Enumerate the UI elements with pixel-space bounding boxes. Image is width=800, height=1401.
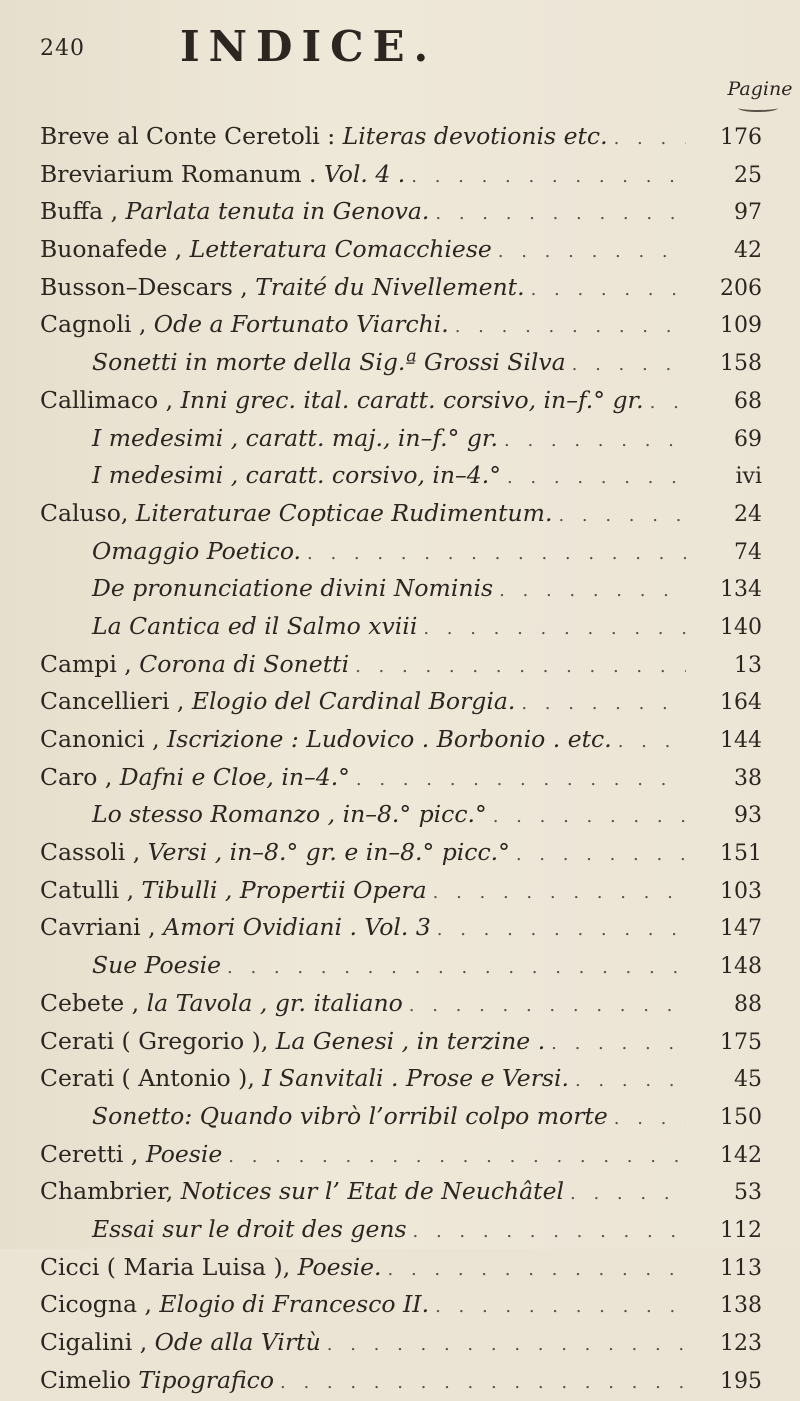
entry-text — [40, 1060, 569, 1098]
entry-text — [40, 1362, 274, 1400]
entry-title: Elogio del Cardinal Borgia. — [191, 687, 516, 716]
entry-text — [92, 608, 417, 646]
entry-title: Ode a Fortunato Viarchi. — [153, 310, 449, 339]
entry-text — [40, 985, 403, 1023]
index-entry — [40, 231, 762, 269]
entry-page-number: 158 — [720, 351, 762, 377]
index-entry — [40, 420, 762, 458]
entry-title: Letteratura Comacchiese — [189, 235, 492, 264]
entry-text — [40, 646, 349, 684]
dot-leader — [435, 1288, 686, 1326]
dot-leader — [575, 1062, 686, 1100]
index-entry — [40, 1286, 762, 1324]
entry-author: Canonici , — [40, 725, 168, 753]
dot-leader — [504, 422, 686, 460]
dot-leader — [433, 874, 686, 912]
entry-page-number: 206 — [720, 275, 762, 301]
entry-text — [40, 1136, 222, 1174]
entry-page-number: 134 — [720, 577, 762, 603]
entry-page-number: ivi — [735, 464, 762, 490]
entry-title: Vol. 4 . — [323, 159, 406, 188]
index-entry — [40, 1173, 762, 1211]
index-entry — [40, 1136, 762, 1174]
entry-text — [40, 1324, 321, 1362]
entry-text — [92, 947, 221, 985]
dot-leader — [355, 648, 686, 686]
entry-title: Amori Ovidiani . Vol. 3 — [163, 913, 431, 942]
entry-page-number: 123 — [720, 1331, 762, 1356]
dot-leader — [455, 308, 686, 346]
entry-author: Buffa , — [40, 197, 126, 226]
entry-text — [40, 495, 552, 533]
index-entry — [40, 533, 762, 571]
index-entry — [40, 1249, 762, 1287]
entry-title: Sonetto: Quando vibrò l’orribil colpo morte — [92, 1101, 608, 1130]
entry-page-number: 93 — [734, 803, 762, 829]
entry-author: Chambrier, — [40, 1177, 181, 1206]
entry-text — [40, 1173, 564, 1211]
index-entry — [40, 193, 762, 231]
index-entry — [40, 1060, 762, 1098]
entry-text — [40, 683, 515, 721]
entry-text — [92, 533, 301, 571]
index-entry — [40, 1023, 762, 1061]
entry-text — [92, 420, 498, 458]
entry-page-number: 176 — [720, 125, 762, 150]
entry-page-number: 88 — [734, 991, 762, 1017]
entry-page-number: 150 — [720, 1104, 762, 1130]
dot-leader — [507, 459, 686, 497]
entry-author: Ceretti , — [40, 1139, 146, 1168]
dot-leader — [521, 685, 686, 723]
index-entry — [40, 985, 762, 1023]
entry-page-number: 38 — [734, 765, 762, 791]
index-entry — [40, 796, 762, 834]
entry-title: Poesie — [145, 1139, 223, 1168]
index-entry — [40, 118, 762, 156]
entry-text — [40, 118, 608, 156]
entry-page-number: 74 — [734, 539, 762, 565]
index-entry — [40, 269, 762, 307]
entry-title: La Cantica ed il Salmo xviii — [92, 611, 418, 640]
dot-leader — [572, 346, 686, 384]
entry-title: Corona di Sonetti — [139, 649, 350, 678]
dot-leader — [499, 572, 686, 610]
entry-page-number: 195 — [720, 1368, 762, 1394]
entry-author: Caluso, — [40, 498, 136, 527]
dot-leader — [498, 233, 686, 271]
entry-page-number: 164 — [720, 690, 762, 716]
entry-title: Essai sur le droit des gens — [92, 1214, 407, 1243]
dot-leader — [618, 723, 686, 761]
entry-author: Cavriani , — [40, 913, 164, 942]
entry-title: Inni grec. ital. caratt. corsivo, in–f.° gr. — [180, 385, 644, 414]
index-entry — [40, 457, 762, 495]
index-entry — [40, 1362, 762, 1400]
entry-title: Sonetti in morte della Sig.ª Grossi Silva — [92, 348, 566, 377]
dot-leader — [531, 271, 686, 309]
entry-page-number: 24 — [734, 501, 762, 527]
index-entry — [40, 834, 762, 872]
entry-text — [40, 1286, 429, 1324]
index-entry — [40, 382, 762, 420]
entry-author: Breve al Conte Ceretoli : — [40, 122, 343, 150]
entry-author: Cicci ( Maria Luisa ), — [40, 1252, 298, 1281]
page-header — [40, 22, 760, 72]
entry-author: Busson–Descars , — [40, 272, 256, 301]
entry-title: Lo stesso Romanzo , in–8.° picc.° — [92, 800, 487, 829]
entry-page-number: 175 — [720, 1029, 762, 1055]
entry-title: Dafni e Cloe, in–4.° — [119, 762, 350, 791]
entry-text — [40, 193, 429, 231]
dot-leader — [307, 535, 686, 573]
index-entry — [40, 1211, 762, 1249]
entry-title: I medesimi , caratt. maj., in–f.° gr. — [92, 423, 499, 452]
entry-text — [40, 382, 644, 420]
entry-text — [40, 872, 427, 910]
entry-author: Cigalini , — [40, 1328, 155, 1356]
entry-text — [92, 344, 566, 382]
entry-author: Cagnoli , — [40, 310, 154, 339]
index-entry — [40, 947, 762, 985]
entry-author: Cassoli , — [40, 838, 148, 867]
entry-text — [40, 759, 350, 797]
dot-leader — [650, 384, 686, 422]
entry-text — [40, 156, 405, 194]
entry-title: la Tavola , gr. italiano — [146, 988, 403, 1017]
page-number: 240 — [40, 36, 85, 61]
index-entries — [40, 118, 762, 1399]
running-title: INDICE. — [180, 22, 438, 71]
index-entry — [40, 306, 762, 344]
dot-leader — [558, 497, 686, 535]
dot-leader — [411, 158, 686, 196]
dot-leader — [356, 761, 686, 799]
entry-author: Cimelio — [40, 1365, 139, 1394]
entry-author: Caro , — [40, 762, 120, 791]
entry-title: Tibulli , Propertii Opera — [141, 875, 427, 904]
index-entry — [40, 495, 762, 533]
entry-title: Sue Poesie — [92, 951, 222, 980]
entry-text — [40, 231, 492, 269]
entry-author: Campi , — [40, 649, 140, 678]
entry-text — [92, 457, 501, 495]
entry-text — [92, 570, 493, 608]
entry-title: La Genesi , in terzine . — [275, 1026, 546, 1055]
dot-leader — [280, 1364, 686, 1401]
index-entry — [40, 156, 762, 194]
entry-text — [40, 1023, 545, 1061]
dot-leader — [413, 1213, 686, 1251]
entry-page-number: 53 — [734, 1180, 762, 1206]
entry-author: Breviarium Romanum . — [40, 159, 324, 188]
entry-page-number: 45 — [734, 1067, 762, 1093]
entry-page-number: 140 — [720, 614, 762, 640]
entry-text — [40, 721, 612, 759]
entry-page-number: 25 — [734, 162, 762, 188]
entry-author: Catulli , — [40, 875, 142, 904]
entry-title: Poesie. — [297, 1252, 382, 1281]
dot-leader — [516, 836, 686, 874]
dot-leader — [551, 1025, 686, 1063]
dot-leader — [409, 987, 686, 1025]
entry-author: Buonafede , — [40, 235, 190, 264]
entry-title: Versi , in–8.° gr. e in–8.° picc.° — [147, 838, 510, 867]
entry-title: I Sanvitali . Prose e Versi. — [262, 1064, 569, 1093]
entry-title: Tipografico — [138, 1365, 274, 1394]
entry-page-number: 42 — [734, 238, 762, 264]
entry-text — [40, 269, 525, 307]
entry-author: Cerati ( Antonio ), — [40, 1064, 263, 1093]
index-entry — [40, 909, 762, 947]
index-entry — [40, 1324, 762, 1362]
pages-column-ornament — [738, 104, 778, 112]
entry-author: Cebete , — [40, 988, 147, 1017]
entry-author: Cancellieri , — [40, 687, 192, 716]
index-entry — [40, 570, 762, 608]
entry-title: I medesimi , caratt. corsivo, in–4.° — [92, 461, 501, 490]
entry-page-number: 148 — [720, 954, 762, 980]
entry-page-number: 144 — [720, 728, 762, 753]
entry-page-number: 151 — [720, 841, 762, 867]
entry-page-number: 109 — [720, 313, 762, 339]
entry-page-number: 103 — [720, 878, 762, 904]
entry-title: Parlata tenuta in Genova. — [125, 197, 430, 226]
dot-leader — [435, 195, 686, 233]
index-entry — [40, 608, 762, 646]
entry-page-number: 69 — [734, 426, 762, 452]
entry-text — [40, 1249, 382, 1287]
entry-title: Omaggio Poetico. — [92, 536, 302, 565]
entry-page-number: 142 — [720, 1142, 762, 1168]
index-entry — [40, 646, 762, 684]
entry-author: Callimaco , — [40, 385, 181, 414]
entry-text — [40, 834, 510, 872]
entry-text — [92, 1211, 407, 1249]
dot-leader — [327, 1326, 686, 1364]
entry-page-number: 113 — [720, 1255, 762, 1281]
entry-title: Ode alla Virtù — [154, 1328, 321, 1356]
dot-leader — [437, 911, 686, 949]
entry-author: Cerati ( Gregorio ), — [40, 1026, 276, 1055]
dot-leader — [388, 1251, 686, 1289]
entry-title: Traité du Nivellement. — [255, 272, 525, 301]
entry-page-number: 68 — [734, 388, 762, 414]
entry-text — [92, 796, 487, 834]
dot-leader — [493, 798, 686, 836]
index-entry — [40, 683, 762, 721]
entry-title: De pronunciatione divini Nominis — [92, 574, 494, 603]
index-entry — [40, 1098, 762, 1136]
dot-leader — [614, 1100, 686, 1138]
entry-page-number: 13 — [734, 652, 762, 678]
entry-page-number: 138 — [720, 1293, 762, 1319]
index-entry — [40, 872, 762, 910]
index-entry — [40, 721, 762, 759]
entry-text — [40, 306, 449, 344]
entry-author: Cicogna , — [40, 1290, 160, 1319]
entry-page-number: 147 — [720, 916, 762, 942]
entry-text — [40, 909, 431, 947]
entry-title: Notices sur l’ Etat de Neuchâtel — [180, 1177, 565, 1206]
dot-leader — [614, 120, 686, 158]
entry-title: Iscrizione : Ludovico . Borbonio . etc. — [167, 725, 612, 753]
entry-title: Elogio di Francesco II. — [159, 1290, 430, 1319]
entry-text — [92, 1098, 608, 1136]
dot-leader — [228, 1138, 686, 1176]
index-entry — [40, 759, 762, 797]
dot-leader — [570, 1175, 686, 1213]
index-entry — [40, 344, 762, 382]
entry-page-number: 97 — [734, 200, 762, 226]
dot-leader — [227, 949, 686, 987]
entry-page-number: 112 — [720, 1217, 762, 1243]
entry-title: Literas devotionis etc. — [342, 122, 608, 150]
entry-title: Literaturae Copticae Rudimentum. — [135, 498, 553, 527]
pages-column-label: Pagine — [727, 78, 793, 100]
dot-leader — [423, 610, 686, 648]
